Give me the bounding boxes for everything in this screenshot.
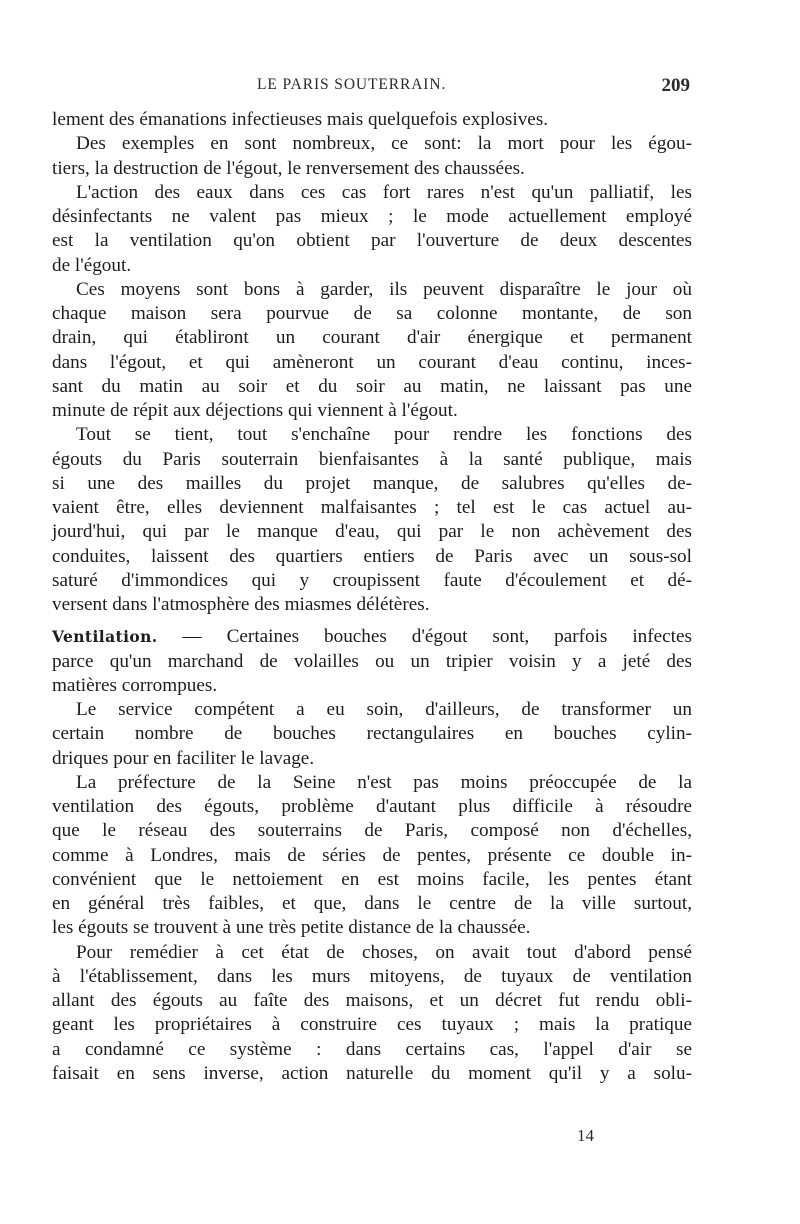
text-line: L'action des eaux dans ces cas fort rares n'est qu'un palliatif, les [76,181,692,203]
page-number: 209 [661,75,690,96]
paragraph [52,278,692,424]
page-footer [52,1126,692,1152]
text-line: conduites, laissent des quartiers entiers de Paris avec un sous-sol [52,545,692,567]
paragraph [52,181,692,278]
text-line: ventilation des égouts, problème d'autant plus difficile à résoudre [52,796,692,817]
running-title: LE PARIS SOUTERRAIN. [257,76,447,93]
text-line: matières corrompues. [52,674,218,696]
text-line: convénient que le nettoiement en est moins facile, les pentes étant [52,868,692,890]
section-heading: Ventilation. [52,627,158,647]
text-line: a condamné ce système : dans certains cas, l'appel d'air se [52,1038,692,1060]
paragraph [52,941,692,1087]
text-line: geant les propriétaires à construire ces tuyaux ; mais la pratique [52,1014,692,1036]
text-line: La préfecture de la Seine n'est pas moins préoccupée de la [76,771,692,793]
text-line: Ces moyens sont bons à garder, ils peuvent disparaître le jour où [76,278,692,300]
signature-mark: 14 [577,1126,594,1145]
text-line: sant du matin au soir et du soir au matin, ne laissant pas une [52,375,692,397]
text-line: Tout se tient, tout s'enchaîne pour rendre les fonctions des [76,424,692,446]
text-line: si une des mailles du projet manque, de salubres qu'elles de- [52,472,692,494]
text-line: parce qu'un marchand de volailles ou un tripier voisin y a jeté des [52,650,692,672]
text-line: jourd'hui, qui par le manque d'eau, qui par le non achèvement des [52,521,692,543]
text-line: dans l'égout, et qui amèneront un courant d'eau continu, inces- [52,351,692,373]
text-line: à l'établissement, dans les murs mitoyens, de tuyaux de ventilation [52,965,692,987]
paragraph [52,698,692,771]
text-line: saturé d'immondices qui y croupissent faute d'écoulement et dé- [52,569,692,591]
paragraph [52,132,692,181]
section-gap [52,617,692,625]
page-header [52,72,692,102]
text-line: minute de répit aux déjections qui viennent à l'égout. [52,400,458,421]
body-text [52,108,692,1086]
text-line: égouts du Paris souterrain bienfaisantes à la santé publique, mais [52,448,692,470]
text-line: drain, qui établiront un courant d'air énergique et permanent [52,327,692,349]
text-line: chaque maison sera pourvue de sa colonne montante, de son [52,303,692,324]
text-line: que le réseau des souterrains de Paris, composé non d'échelles, [52,820,692,842]
text-line: Pour remédier à cet état de choses, on avait tout d'abord pensé [76,941,692,963]
text-line: de l'égout. [52,254,132,276]
text-line: Le service compétent a eu soin, d'ailleurs, de transformer un [76,699,692,720]
text-line: certain nombre de bouches rectangulaires en bouches cylin- [52,723,692,745]
text-line: versent dans l'atmosphère des miasmes délétères. [52,594,430,615]
text-line [52,625,692,649]
text-line: vaient être, elles deviennent malfaisantes ; tel est le cas actuel au- [52,497,692,518]
text-line: Des exemples en sont nombreux, ce sont: la mort pour les égou- [76,133,692,155]
text-line: désinfectants ne valent pas mieux ; le mode actuellement employé [52,206,692,227]
paragraph [52,423,692,617]
text-line: est la ventilation qu'on obtient par l'ouverture de deux descentes [52,230,692,252]
text-line: les égouts se trouvent à une très petite distance de la chaussée. [52,917,531,939]
paragraph [52,108,692,132]
text-line: comme à Londres, mais de séries de pentes, présente ce double in- [52,844,692,866]
paragraph [52,625,692,698]
text-line: en général très faibles, et que, dans le centre de la ville surtout, [52,893,692,914]
heading-continuation: — Certaines bouches d'égout sont, parfois infectes [157,626,692,648]
text-line: allant des égouts au faîte des maisons, et un décret fut rendu obli- [52,990,692,1011]
text-line: faisait en sens inverse, action naturelle du moment qu'il y a solu- [52,1062,692,1084]
text-line: lement des émanations infectieuses mais quelquefois explosives. [52,109,549,130]
text-line: tiers, la destruction de l'égout, le renversement des chaussées. [52,157,525,179]
text-line: driques pour en faciliter le lavage. [52,747,315,769]
paragraph [52,771,692,941]
